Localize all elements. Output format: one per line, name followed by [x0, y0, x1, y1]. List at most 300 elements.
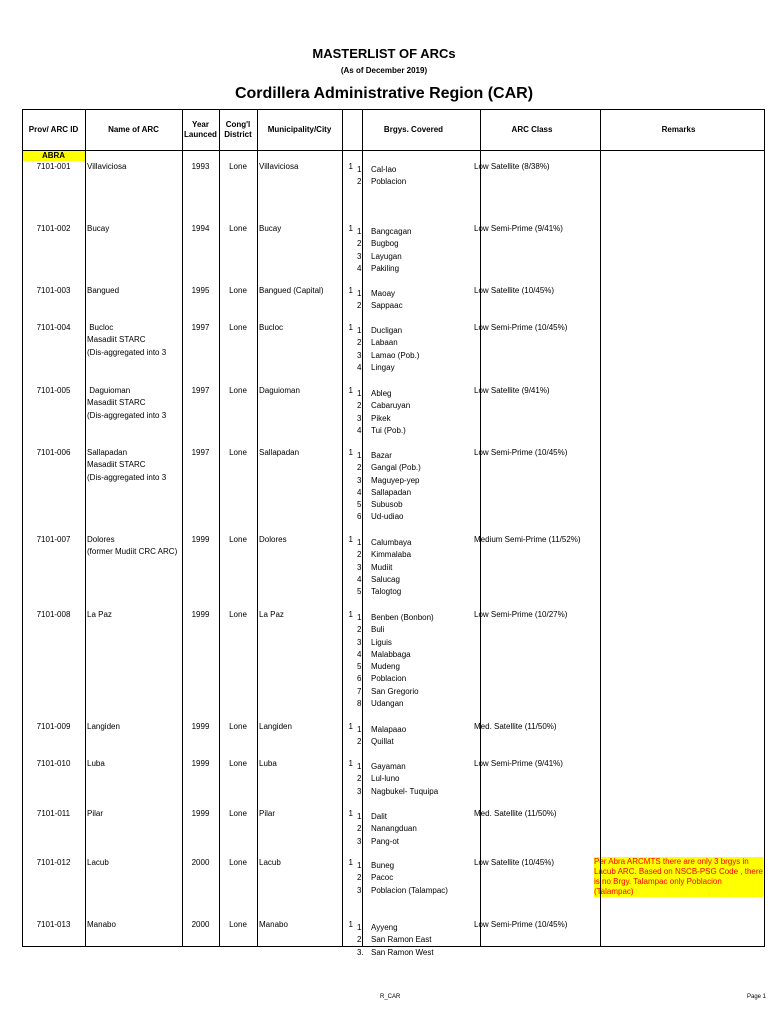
brgy-item	[357, 649, 470, 661]
arc-id-cell: 7101-007	[36, 535, 71, 544]
brgy-name: Calumbaya	[371, 538, 412, 547]
brgy-item	[357, 673, 470, 685]
arc-class-cell: Med. Satellite (11/50%)	[474, 809, 557, 818]
brgys-cell	[355, 919, 472, 969]
brgy-number: 1.	[357, 538, 364, 547]
brgy-name: Maoay	[371, 289, 396, 298]
remarks-cell	[592, 447, 765, 534]
brgy-name: Buneg	[371, 861, 395, 870]
brgy-name: Quillat	[371, 737, 394, 747]
arc-name-line: Villaviciosa	[87, 162, 127, 171]
brgy-item	[357, 698, 470, 710]
brgy-item	[357, 164, 470, 176]
brgy-name: Ableg	[371, 389, 392, 398]
brgys-cell	[355, 385, 472, 447]
year-cell: 1995	[191, 286, 210, 295]
year-cell: 1999	[191, 722, 210, 731]
brgy-name: San Gregorio	[371, 686, 419, 696]
brgy-number: 6.	[357, 512, 364, 522]
brgy-item	[357, 637, 470, 649]
brgy-number: 6.	[357, 674, 364, 684]
brgy-name: Ducligan	[371, 326, 403, 335]
brgy-item	[357, 362, 470, 374]
table-row	[22, 447, 765, 534]
brgy-item	[357, 872, 470, 884]
count-cell: 1	[348, 162, 353, 171]
count-cell: 1	[348, 722, 353, 731]
brgy-number: 4.	[357, 649, 364, 659]
arc-class-cell: Low Satellite (10/45%)	[474, 286, 555, 295]
brgy-item	[357, 325, 470, 337]
arc-name-cell	[85, 758, 182, 808]
brgy-name: Talogtog	[371, 587, 402, 597]
brgy-name: Tui (Pob.)	[371, 425, 406, 435]
count-cell: 1	[348, 323, 353, 332]
count-cell: 1	[348, 610, 353, 619]
year-cell: 1993	[191, 162, 210, 171]
brgy-number: 2.	[357, 301, 364, 311]
brgy-item	[357, 226, 470, 238]
arc-name-cell	[85, 919, 182, 969]
arc-name-line: La Paz	[87, 610, 112, 619]
brgy-number: 3.	[357, 475, 364, 485]
brgys-cell	[355, 534, 472, 609]
brgy-number: 4.	[357, 362, 364, 372]
header-count	[342, 109, 355, 150]
district-cell: Lone	[229, 224, 247, 233]
count-cell: 1	[348, 535, 353, 544]
brgy-item	[357, 388, 470, 400]
municipality-cell: Bucay	[259, 224, 282, 233]
brgy-item	[357, 300, 470, 312]
arc-name-cell	[85, 808, 182, 857]
count-cell: 1	[348, 920, 353, 929]
brgy-item	[357, 823, 470, 835]
count-cell: 1	[348, 286, 353, 295]
brgy-number: 3.	[357, 350, 364, 360]
district-cell: Lone	[229, 162, 247, 171]
brgy-item	[357, 574, 470, 586]
year-cell: 1997	[191, 323, 210, 332]
brgys-cell	[355, 322, 472, 385]
brgy-item	[357, 836, 470, 848]
brgy-number: 2.	[357, 239, 364, 249]
brgy-item	[357, 624, 470, 636]
municipality-cell: Bangued (Capital)	[259, 286, 324, 295]
district-cell: Lone	[229, 722, 247, 731]
brgy-number: 5.	[357, 587, 364, 597]
brgy-item	[357, 661, 470, 673]
brgy-name: Liguis	[371, 637, 392, 647]
brgy-number: 2.	[357, 737, 364, 747]
arc-id-cell: 7101-005	[36, 386, 71, 395]
arc-name-line: (Dis-aggregated into 3	[87, 472, 167, 482]
table-row	[22, 285, 765, 322]
count-cell: 1	[348, 224, 353, 233]
remarks-cell	[592, 285, 765, 322]
count-cell: 1	[348, 386, 353, 395]
arc-class-cell: Low Semi-Prime (10/45%)	[474, 323, 568, 332]
brgy-name: Ayyeng	[371, 923, 398, 932]
brgy-item	[357, 612, 470, 624]
remarks-cell	[592, 609, 765, 721]
arc-id-cell: 7101-009	[36, 722, 71, 731]
count-cell: 1	[348, 858, 353, 867]
brgy-name: Ud-udiao	[371, 512, 404, 522]
brgy-name: Dalit	[371, 812, 388, 821]
arc-name-cell	[85, 721, 182, 758]
arc-id-cell: 7101-011	[36, 809, 71, 818]
brgy-name: Pikek	[371, 413, 391, 423]
brgy-name: Gangal (Pob.)	[371, 463, 421, 473]
brgy-number: 2.	[357, 463, 364, 473]
brgy-name: Buli	[371, 625, 385, 635]
arc-class-cell: Low Semi-Prime (10/27%)	[474, 610, 568, 619]
brgy-number: 1.	[357, 923, 364, 932]
arc-class-cell: Low Satellite (8/38%)	[474, 162, 550, 171]
municipality-cell: La Paz	[259, 610, 284, 619]
table-row	[22, 385, 765, 447]
brgy-number: 7.	[357, 686, 364, 696]
header-remarks: Remarks	[661, 124, 696, 134]
brgy-name: Pacoc	[371, 873, 394, 883]
brgy-item	[357, 736, 470, 748]
brgy-item	[357, 562, 470, 574]
brgy-item	[357, 413, 470, 425]
arc-name-line: Bucay	[87, 224, 110, 233]
brgy-name: Pang-ot	[371, 836, 400, 846]
brgy-name: Mudiit	[371, 562, 393, 572]
document-title: MASTERLIST OF ARCs	[312, 46, 456, 61]
district-cell: Lone	[229, 920, 247, 929]
brgy-name: Mudeng	[371, 662, 400, 672]
municipality-cell: Daguioman	[259, 386, 300, 395]
arc-name-line: (Dis-aggregated into 3	[87, 410, 167, 420]
arc-name-line: Bucloc	[87, 323, 114, 332]
brgy-item	[357, 487, 470, 499]
arc-id-cell: 7101-013	[36, 920, 71, 929]
brgy-number: 2.	[357, 550, 364, 560]
brgy-number: 1.	[357, 326, 364, 335]
arc-name-cell	[85, 322, 182, 385]
arc-name-line: Masadiit STARC	[87, 398, 146, 408]
arc-name-line: Masadiit STARC	[87, 335, 146, 345]
remarks-cell	[592, 857, 765, 919]
brgy-name: Salucag	[371, 574, 400, 584]
brgy-name: Sallapadan	[371, 487, 412, 497]
brgy-item	[357, 922, 470, 934]
arc-name-cell	[85, 447, 182, 534]
brgy-name: Layugan	[371, 251, 402, 261]
province-row	[22, 150, 765, 161]
brgy-number: 3.	[357, 836, 364, 846]
arc-class-cell: Low Satellite (10/45%)	[474, 858, 555, 867]
arc-id-cell: 7101-012	[36, 858, 71, 867]
brgy-name: Bugbog	[371, 239, 399, 249]
remarks-cell	[592, 721, 765, 758]
remarks-cell	[592, 808, 765, 857]
arc-name-cell	[85, 385, 182, 447]
remarks-cell	[592, 322, 765, 385]
year-cell: 1994	[191, 224, 210, 233]
brgy-name: Cal-lao	[371, 165, 397, 174]
brgy-name: Cabaruyan	[371, 401, 411, 411]
brgy-number: 1.	[357, 762, 364, 771]
brgy-name: San Ramon East	[371, 935, 432, 945]
brgys-cell	[355, 857, 472, 919]
brgy-name: Bangcagan	[371, 227, 412, 236]
brgy-name: Nagbukel- Tuquipa	[371, 786, 439, 796]
brgy-name: Subusob	[371, 500, 403, 510]
brgy-number: 2.	[357, 935, 364, 945]
year-cell: 1999	[191, 759, 210, 768]
municipality-cell: Lacub	[259, 858, 281, 867]
arc-id-cell: 7101-002	[36, 224, 71, 233]
brgy-item	[357, 586, 470, 598]
arc-name-cell	[85, 223, 182, 285]
brgy-number: 1.	[357, 812, 364, 821]
brgy-item	[357, 238, 470, 250]
year-cell: 1997	[191, 386, 210, 395]
arc-name-line: (former Mudiit CRC ARC)	[87, 547, 178, 557]
brgy-number: 2.	[357, 401, 364, 411]
arc-name-line: Pilar	[87, 809, 104, 818]
brgy-name: Udangan	[371, 699, 404, 709]
header-row	[22, 109, 765, 150]
brgy-name: Poblacion	[371, 674, 407, 684]
header-municipality: Municipality/City	[267, 124, 332, 134]
brgy-number: 4.	[357, 425, 364, 435]
brgy-name: San Ramon West	[371, 947, 434, 957]
brgy-item	[357, 686, 470, 698]
table-row	[22, 322, 765, 385]
brgys-cell	[355, 223, 472, 285]
brgy-item	[357, 400, 470, 412]
page-number: Page 1	[747, 994, 767, 1000]
arc-name-line: Sallapadan	[87, 448, 128, 457]
arc-id-cell: 7101-010	[36, 759, 71, 768]
brgy-number: 1.	[357, 613, 364, 622]
brgy-number: 1.	[357, 227, 364, 236]
arc-class-cell: Low Satellite (9/41%)	[474, 386, 550, 395]
remarks-cell	[592, 758, 765, 808]
district-cell: Lone	[229, 323, 247, 332]
arc-name-line: Manabo	[87, 920, 116, 929]
arc-id-cell: 7101-001	[36, 162, 71, 171]
brgy-name: Poblacion (Talampac)	[371, 885, 448, 895]
arc-name-cell	[85, 285, 182, 322]
brgy-item	[357, 786, 470, 798]
table-row	[22, 223, 765, 285]
brgy-name: Maguyep-yep	[371, 475, 420, 485]
arc-name-cell	[85, 609, 182, 721]
brgy-number: 8.	[357, 699, 364, 709]
municipality-cell: Langiden	[259, 722, 292, 731]
brgy-number: 2.	[357, 774, 364, 784]
brgy-name: Lamao (Pob.)	[371, 350, 420, 360]
brgy-number: 3.	[357, 637, 364, 647]
table-row	[22, 758, 765, 808]
arc-name-line: (Dis-aggregated into 3	[87, 347, 167, 357]
year-cell: 1999	[191, 535, 210, 544]
arc-name-line: Lacub	[87, 858, 109, 867]
arc-name-cell	[85, 161, 182, 223]
arc-name-cell	[85, 857, 182, 919]
arc-class-cell: Low Semi-Prime (10/45%)	[474, 920, 568, 929]
brgy-item	[357, 549, 470, 561]
header-prov-arc-id: Prov/ ARC ID	[28, 124, 79, 134]
remark-highlight: Per Abra ARCMTS there are only 3 brgys in Lacub ARC. Based on NSCB-PSG Code , there is no Brgy. Talampac only Poblacion (Talampac)	[594, 857, 763, 896]
brgy-number: 5.	[357, 500, 364, 510]
brgys-cell	[355, 609, 472, 721]
brgy-number: 3.	[357, 251, 364, 261]
brgy-item	[357, 176, 470, 188]
brgy-item	[357, 475, 470, 487]
district-cell: Lone	[229, 535, 247, 544]
header-congl-district: Cong'l District	[224, 119, 252, 139]
arc-name-line: Dolores	[87, 535, 115, 544]
municipality-cell: Manabo	[259, 920, 288, 929]
brgy-number: 3.	[357, 562, 364, 572]
year-cell: 1999	[191, 809, 210, 818]
table-row	[22, 161, 765, 223]
arc-class-cell: Medium Semi-Prime (11/52%)	[474, 535, 581, 544]
table-row	[22, 808, 765, 857]
municipality-cell: Bucloc	[259, 323, 284, 332]
year-cell: 2000	[191, 858, 210, 867]
header-brgys-covered: Brgys. Covered	[383, 124, 444, 134]
arc-id-cell: 7101-008	[36, 610, 71, 619]
brgy-item	[357, 537, 470, 549]
brgy-number: 1.	[357, 165, 364, 174]
district-cell: Lone	[229, 286, 247, 295]
brgys-cell	[355, 161, 472, 223]
table-row	[22, 857, 765, 919]
brgy-number: 1.	[357, 451, 364, 460]
arc-name-line: Langiden	[87, 722, 120, 731]
municipality-cell: Dolores	[259, 535, 287, 544]
brgy-name: Pakiling	[371, 263, 400, 273]
brgy-item	[357, 450, 470, 462]
arc-class-cell: Med. Satellite (11/50%)	[474, 722, 557, 731]
remarks-cell	[592, 223, 765, 285]
brgy-item	[357, 350, 470, 362]
brgy-item	[357, 425, 470, 437]
brgy-name: Lingay	[371, 362, 395, 372]
remarks-cell	[592, 534, 765, 609]
sheet-name: R_CAR	[380, 994, 401, 1000]
brgy-item	[357, 288, 470, 300]
header-arc-class: ARC Class	[511, 124, 553, 134]
brgy-name: Lul-luno	[371, 774, 400, 784]
brgy-number: 4.	[357, 263, 364, 273]
document-subtitle: (As of December 2019)	[340, 66, 428, 75]
arc-id-cell: 7101-006	[36, 448, 71, 457]
district-cell: Lone	[229, 809, 247, 818]
brgy-number: 1.	[357, 861, 364, 870]
arc-name-line: Bangued	[87, 286, 120, 295]
brgy-number: 5.	[357, 662, 364, 672]
brgy-number: 1.	[357, 389, 364, 398]
brgy-number: 4.	[357, 574, 364, 584]
arc-id-cell: 7101-004	[36, 323, 71, 332]
brgy-item	[357, 773, 470, 785]
brgy-name: Kimmalaba	[371, 550, 412, 560]
count-cell: 1	[348, 809, 353, 818]
arc-name-line: Masadiit STARC	[87, 460, 146, 470]
brgys-cell	[355, 285, 472, 322]
brgy-item	[357, 761, 470, 773]
brgy-number: 4.	[357, 487, 364, 497]
brgy-number: 1.	[357, 289, 364, 298]
brgy-item	[357, 263, 470, 275]
district-cell: Lone	[229, 610, 247, 619]
arc-class-cell: Low Semi-Prime (9/41%)	[474, 224, 563, 233]
year-cell: 2000	[191, 920, 210, 929]
remarks-cell	[592, 161, 765, 223]
municipality-cell: Pilar	[259, 809, 276, 818]
year-cell: 1999	[191, 610, 210, 619]
arc-name-cell	[85, 534, 182, 609]
brgy-item	[357, 934, 470, 946]
brgy-item	[357, 511, 470, 523]
brgy-name: Malabbaga	[371, 649, 411, 659]
brgy-name: Labaan	[371, 338, 398, 348]
brgy-item	[357, 251, 470, 263]
remarks-cell	[592, 385, 765, 447]
remarks-cell	[592, 919, 765, 969]
brgy-number: 2.	[357, 177, 364, 187]
header-year-launced: Year Launced	[184, 119, 217, 139]
brgys-cell	[355, 758, 472, 808]
arc-name-line: Luba	[87, 759, 105, 768]
province-label: ABRA	[22, 150, 85, 161]
brgy-number: 1.	[357, 725, 364, 734]
brgy-name: Benben (Bonbon)	[371, 613, 434, 622]
brgy-name: Bazar	[371, 451, 392, 460]
municipality-cell: Villaviciosa	[259, 162, 299, 171]
district-cell: Lone	[229, 759, 247, 768]
municipality-cell: Luba	[259, 759, 277, 768]
brgy-item	[357, 462, 470, 474]
brgy-name: Poblacion	[371, 177, 407, 187]
brgy-number: 2.	[357, 824, 364, 834]
count-cell: 1	[348, 448, 353, 457]
brgy-name: Malapaao	[371, 725, 407, 734]
brgy-number: 3.	[357, 885, 364, 895]
table-row	[22, 609, 765, 721]
arc-name-line: Daguioman	[87, 386, 131, 395]
header-name-of-arc: Name of ARC	[108, 124, 159, 134]
arc-class-cell: Low Semi-Prime (10/45%)	[474, 448, 568, 457]
brgy-item	[357, 724, 470, 736]
arc-masterlist-table	[22, 109, 765, 969]
brgys-cell	[355, 721, 472, 758]
brgys-cell	[355, 447, 472, 534]
brgy-item	[357, 885, 470, 897]
brgy-number: 2.	[357, 625, 364, 635]
municipality-cell: Sallapadan	[259, 448, 300, 457]
brgy-name: Nanangduan	[371, 824, 417, 834]
district-cell: Lone	[229, 386, 247, 395]
district-cell: Lone	[229, 858, 247, 867]
count-cell: 1	[348, 759, 353, 768]
brgy-name: Sappaac	[371, 301, 403, 311]
brgy-number: 3.	[357, 947, 364, 957]
year-cell: 1997	[191, 448, 210, 457]
table-row	[22, 721, 765, 758]
table-row	[22, 919, 765, 969]
